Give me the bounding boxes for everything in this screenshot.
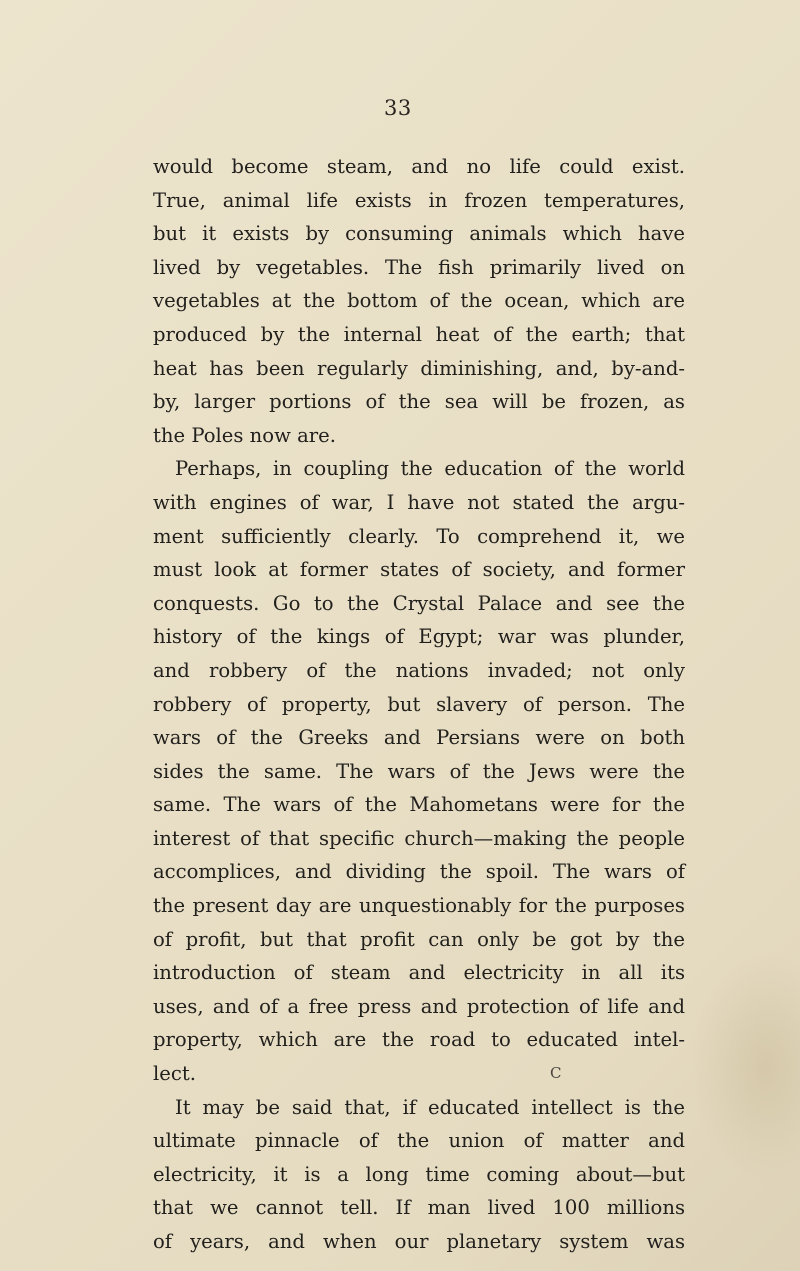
text-line: electricity, it is a long time coming about—but [153,1162,685,1186]
signature-mark: C [550,1064,562,1082]
text-line: robbery of property, but slavery of person. The [153,692,685,716]
text-line: but it exists by consuming animals which have [153,222,685,246]
text-line: that we cannot tell. If man lived 100 millions [153,1196,685,1220]
text-line: history of the kings of Egypt; war was plunder, [153,625,685,649]
text-line: lect. [153,1062,196,1086]
text-line: same. The wars of the Mahometans were for the [153,793,685,817]
text-line: Perhaps, in coupling the education of the world [175,457,685,481]
text-line: wars of the Greeks and Persians were on both [153,726,685,750]
text-line: produced by the internal heat of the earth; that [153,322,685,346]
text-line: by, larger portions of the sea will be frozen, as [153,390,685,414]
body-text [153,150,685,1259]
text-line: property, which are the road to educated intel- [153,1028,685,1052]
text-line: must look at former states of society, and former [153,558,685,582]
text-line: the present day are unquestionably for the purposes [153,894,685,918]
text-line: uses, and of a free press and protection of life and [153,994,685,1018]
text-line: ment sufficiently clearly. To comprehend it, we [153,524,685,548]
text-line: heat has been regularly diminishing, and, by-and- [153,356,685,380]
text-line: with engines of war, I have not stated the argu- [153,490,685,514]
text-line: the Poles now are. [153,423,336,447]
text-line: conquests. Go to the Crystal Palace and see the [153,591,685,615]
text-line: of profit, but that profit can only be got by the [153,927,685,951]
text-line: vegetables at the bottom of the ocean, which are [153,289,685,313]
text-line: True, animal life exists in frozen temperatures, [153,188,685,212]
page-stain [690,951,800,1181]
text-line: sides the same. The wars of the Jews were the [153,759,685,783]
text-line: would become steam, and no life could exist. [153,155,685,178]
text-line: accomplices, and dividing the spoil. The wars of [153,860,685,884]
page-number: 33 [384,96,412,120]
text-line: of years, and when our planetary system was [153,1230,685,1253]
text-line: and robbery of the nations invaded; not only [153,658,685,682]
text-line: It may be said that, if educated intellect is the [175,1095,685,1119]
text-line: ultimate pinnacle of the union of matter and [153,1129,685,1153]
text-line: interest of that specific church—making the people [153,826,685,850]
text-line: introduction of steam and electricity in all its [153,961,685,985]
text-line: lived by vegetables. The fish primarily lived on [153,255,685,279]
